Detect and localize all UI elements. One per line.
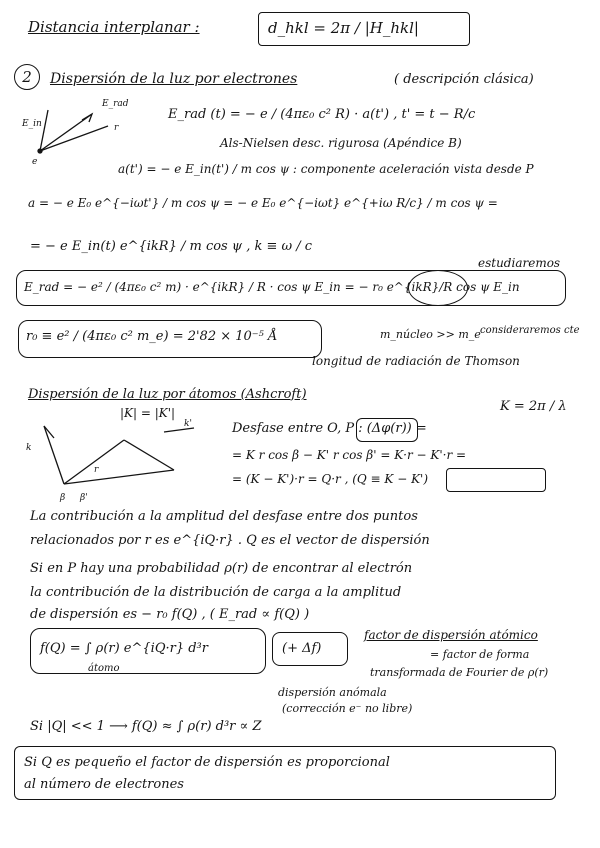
section3-title: Dispersión de la luz por átomos (Ashcroft) bbox=[28, 387, 307, 402]
phase-shift-step1: = K r cos β − K' r cos β' = K·r − K'·r = bbox=[232, 448, 467, 462]
form-factor-alias: = factor de forma bbox=[430, 648, 530, 661]
diagram-label-e: e bbox=[32, 157, 38, 167]
probability-line3: de dispersión es − r₀ f(Q) , ( E_rad ∝ f(Q) ) bbox=[30, 607, 310, 622]
electron-scattering-diagram bbox=[22, 96, 142, 166]
small-q-limit: Si |Q| << 1 ⟶ f(Q) ≈ ∫ ρ(r) d³r ∝ Z bbox=[30, 719, 262, 734]
diagram-label-betaprime: β' bbox=[80, 493, 88, 503]
r0-definition: r₀ ≡ e² / (4πε₀ c² m_e) = 2'82 × 10⁻⁵ Å bbox=[26, 329, 278, 344]
diagram-label-erad: E_rad bbox=[102, 99, 129, 109]
section2-subtitle: ( descripción clásica) bbox=[394, 72, 534, 87]
section-number-2: 2 bbox=[14, 64, 40, 90]
diagram-label-k: k bbox=[26, 443, 32, 453]
mass-comparison: m_núcleo >> m_e bbox=[380, 328, 481, 341]
delta-phi-box bbox=[356, 418, 418, 442]
form-factor-equation: f(Q) = ∫ ρ(r) e^{iQ·r} d³r bbox=[40, 641, 208, 656]
als-nielsen-note: Als-Nielsen desc. rigurosa (Apéndice B) bbox=[220, 136, 462, 150]
k-definition: K = 2π / λ bbox=[500, 399, 567, 414]
k-equal: |K| = |K'| bbox=[120, 406, 176, 420]
thomson-length-note: longitud de radiación de Thomson bbox=[312, 354, 520, 368]
interplanar-formula: d_hkl = 2π / |H_hkl| bbox=[268, 19, 419, 37]
diagram-label-ein: E_in bbox=[22, 119, 42, 129]
conclusion-line1: Si Q es pequeño el factor de dispersión es proporcional bbox=[24, 755, 390, 770]
fourier-note: transformada de Fourier de ρ(r) bbox=[370, 666, 549, 679]
diagram-label-beta: β bbox=[60, 493, 66, 503]
probability-line2: la contribución de la distribución de carga a la amplitud bbox=[30, 585, 402, 600]
diagram-label-r: r bbox=[114, 123, 119, 133]
anomalous-correction: (corrección e⁻ no libre) bbox=[282, 702, 413, 715]
erad-final-equation: E_rad = − e² / (4πε₀ c² m) · e^{ikR} / R · cos ψ E_in = − r₀ e^{ikR}/R cos ψ E_in bbox=[24, 280, 520, 294]
phase-shift-definition: Desfase entre O, P : (Δφ(r)) = bbox=[232, 421, 427, 436]
q-definition-box bbox=[446, 468, 546, 492]
erad-equation: E_rad (t) = − e / (4πε₀ c² R) · a(t') , t' = t − R/c bbox=[168, 107, 476, 122]
phase-factor-circle bbox=[408, 270, 468, 306]
acceleration-expansion: a = − e E₀ e^{−iωt'} / m cos ψ = − e E₀ e^{−iωt} e^{+iω R/c} / m cos ψ = bbox=[28, 196, 498, 210]
contribution-line1: La contribución a la amplitud del desfase entre dos puntos bbox=[30, 509, 418, 524]
contribution-line2: relacionados por r es e^{iQ·r} . Q es el vector de dispersión bbox=[30, 533, 430, 548]
conclusion-line2: al número de electrones bbox=[24, 777, 184, 792]
anomalous-label: dispersión anómala bbox=[278, 686, 387, 699]
probability-line1: Si en P hay una probabilidad ρ(r) de encontrar al electrón bbox=[30, 561, 413, 576]
atom-scattering-diagram bbox=[24, 420, 204, 504]
interplanar-title: Distancia interplanar : bbox=[28, 18, 200, 36]
acceleration-equation: a(t') = − e E_in(t') / m cos ψ : componente aceleración vista desde P bbox=[118, 162, 534, 176]
diagram-label-r-atom: r bbox=[94, 465, 99, 475]
form-factor-subscript: átomo bbox=[88, 663, 120, 674]
diagram-label-kprime: k' bbox=[184, 419, 192, 429]
phase-shift-step2: = (K − K')·r = Q·r , (Q ≡ K − K') bbox=[232, 472, 429, 486]
estudiaremos-note: estudiaremos bbox=[478, 256, 561, 270]
anomalous-term: (+ Δf) bbox=[282, 641, 322, 656]
acceleration-result: = − e E_in(t) e^{ikR} / m cos ψ , k ≡ ω / c bbox=[30, 239, 313, 254]
section2-title: Dispersión de la luz por electrones bbox=[50, 71, 298, 87]
consideraremos-note: consideraremos cte bbox=[480, 325, 580, 336]
atomic-factor-label: factor de dispersión atómico bbox=[364, 628, 538, 642]
